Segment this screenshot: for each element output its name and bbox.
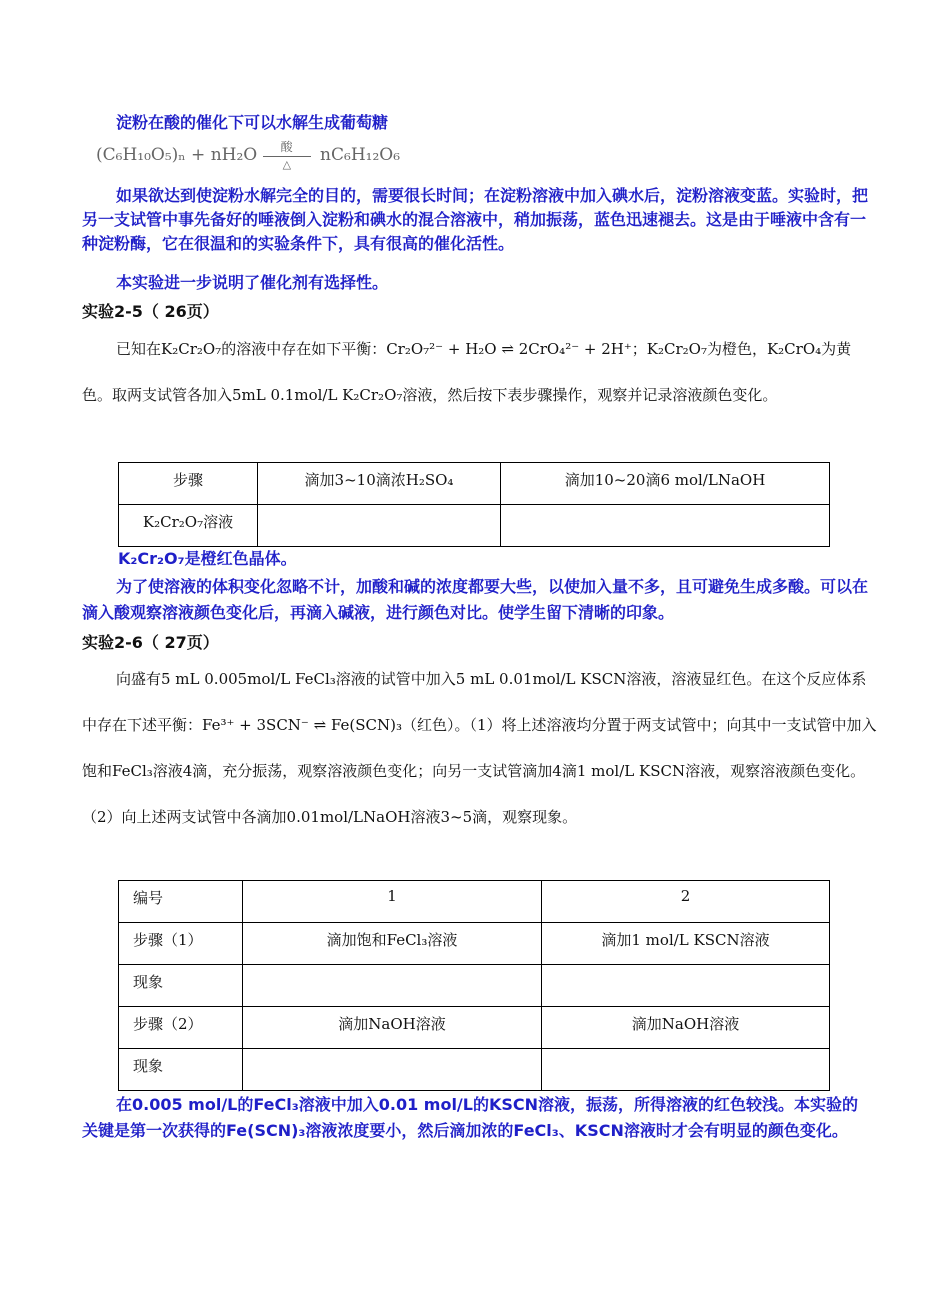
table-row-label: 现象 [119, 965, 243, 1007]
exp25-note2: 为了使溶液的体积变化忽略不计，加酸和碱的浓度都要大些，以使加入量不多，且可避免生成多酸。可以在滴入酸观察溶液颜色变化后，再滴入碱液，进行颜色对比。使学生留下清晰的印象。 [82, 577, 869, 622]
table-row-label: 步骤（1） [119, 923, 243, 965]
exp25-note1: K₂Cr₂O₇是橙红色晶体。 [118, 549, 297, 568]
equation-reactants: (C₆H₁₀O₅)ₙ + nH₂O [96, 145, 258, 165]
table-header: 滴加10~20滴6 mol/LNaOH [501, 463, 830, 505]
reaction-arrow [263, 140, 315, 171]
exp26-heading: 实验2-6（ 27页） [82, 633, 219, 652]
table-cell [243, 965, 542, 1007]
table-row-label: K₂Cr₂O₇溶液 [119, 505, 258, 547]
exp26-text: 向盛有5 mL 0.005mol/L FeCl₃溶液的试管中加入5 mL 0.01mol/L KSCN溶液，溶液显红色。在这个反应体系中存在下述平衡：Fe³⁺ + 3SCN⁻ ⇌ Fe(SCN)₃（红色）。（1）将上述溶液均分置于两支试管中；向其中一支试管中加入饱和FeCl₃溶液4滴，充分振荡，观察溶液颜色变化；向另一支试管滴加4滴1 mol/L KSCN溶液，观察溶液颜色变化。（2）向上述两支试管中各滴加0.01mol/LNaOH溶液3~5滴，观察现象。 [82, 670, 877, 826]
exp26-note: 在0.005 mol/L的FeCl₃溶液中加入0.01 mol/L的KSCN溶液，振荡，所得溶液的红色较浅。本实验的关键是第一次获得的Fe(SCN)₃溶液浓度要小，然后滴加浓的FeCl₃、KSCN溶液时才会有明显的颜色变化。 [82, 1095, 859, 1140]
table-row-label: 步骤（2） [119, 1007, 243, 1049]
intro-conclusion: 本实验进一步说明了催化剂有选择性。 [116, 273, 389, 292]
arrow-condition: △ [282, 158, 292, 171]
exp25-table [118, 462, 830, 547]
table-header: 2 [542, 881, 830, 923]
table-row-label: 现象 [119, 1049, 243, 1091]
intro-paragraph: 如果欲达到使淀粉水解完全的目的，需要很长时间；在淀粉溶液中加入碘水后，淀粉溶液变蓝。实验时，把另一支试管中事先备好的唾液倒入淀粉和碘水的混合溶液中，稍加振荡，蓝色迅速褪去。这是由于唾液中含有一种淀粉酶，它在很温和的实验条件下，具有很高的催化活性。 [82, 186, 869, 253]
table-cell [542, 1049, 830, 1091]
arrow-catalyst: 酸 [280, 140, 293, 154]
equation-product: nC₆H₁₂O₆ [320, 145, 401, 165]
table-header: 编号 [119, 881, 243, 923]
table-header: 1 [243, 881, 542, 923]
table-cell [501, 505, 830, 547]
table-cell: 滴加1 mol/L KSCN溶液 [542, 923, 830, 965]
table-header: 滴加3~10滴浓H₂SO₄ [258, 463, 501, 505]
exp25-heading: 实验2-5（ 26页） [82, 302, 219, 321]
table-cell: 滴加饱和FeCl₃溶液 [243, 923, 542, 965]
table-cell: 滴加NaOH溶液 [243, 1007, 542, 1049]
table-cell [258, 505, 501, 547]
table-cell [542, 965, 830, 1007]
hydrolysis-equation [96, 140, 401, 171]
table-header: 步骤 [119, 463, 258, 505]
exp26-table [118, 880, 830, 1091]
table-cell: 滴加NaOH溶液 [542, 1007, 830, 1049]
exp25-text: 已知在K₂Cr₂O₇的溶液中存在如下平衡：Cr₂O₇²⁻ + H₂O ⇌ 2CrO₄²⁻ + 2H⁺；K₂Cr₂O₇为橙色，K₂CrO₄为黄色。取两支试管各加入5mL 0.1mol/L K₂Cr₂O₇溶液，然后按下表步骤操作，观察并记录溶液颜色变化。 [82, 340, 852, 404]
intro-line: 淀粉在酸的催化下可以水解生成葡萄糖 [116, 113, 389, 132]
table-cell [243, 1049, 542, 1091]
